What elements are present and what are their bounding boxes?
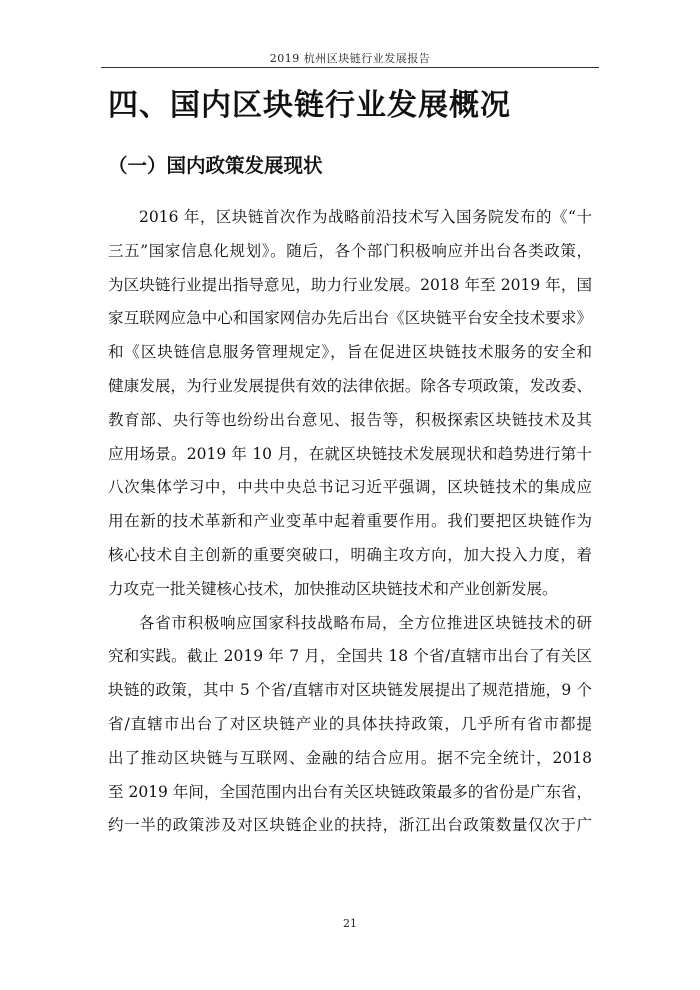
text-line: 教育部、央行等也纷纷出台意见、报告等，积极探索区块链技术及其 xyxy=(108,410,592,429)
page-number: 21 xyxy=(343,917,357,930)
text-line: 和《区块链信息服务管理规定》，旨在促进区块链技术服务的安全和 xyxy=(108,343,592,362)
text-line: 约一半的政策涉及对区块链企业的扶持，浙江出台政策数量仅次于广 xyxy=(108,816,592,835)
text-line: 核心技术自主创新的重要突破口，明确主攻方向，加大投入力度，着 xyxy=(108,545,592,564)
chapter-title: 四、国内区块链行业发展概况 xyxy=(108,88,511,123)
text-line: 省/直辖市出台了对区块链产业的具体扶持政策，几乎所有省市都提 xyxy=(108,714,592,733)
text-line: 为区块链行业提出指导意见，助力行业发展。2018 年至 2019 年，国 xyxy=(108,275,592,294)
text-line: 出了推动区块链与互联网、金融的结合应用。据不完全统计，2018 xyxy=(108,748,592,767)
text-line: 究和实践。截止 2019 年 7 月，全国共 18 个省/直辖市出台了有关区 xyxy=(108,647,592,666)
text-line: 2016 年，区块链首次作为战略前沿技术写入国务院发布的《“十 xyxy=(139,208,592,226)
text-line: 八次集体学习中，中共中央总书记习近平强调，区块链技术的集成应 xyxy=(108,478,592,497)
paragraph xyxy=(108,201,592,607)
text-line: 三五”国家信息化规划》。随后，各个部门积极响应并出台各类政策， xyxy=(108,241,592,260)
text-line: 块链的政策，其中 5 个省/直辖市对区块链发展提出了规范措施，9 个 xyxy=(108,681,592,700)
text-line: 家互联网应急中心和国家网信办先后出台《区块链平台安全技术要求》 xyxy=(108,309,592,328)
section-title: （一）国内政策发展现状 xyxy=(108,154,323,177)
text-line: 健康发展，为行业发展提供有效的法律依据。除各专项政策，发改委、 xyxy=(108,376,592,395)
text-line: 至 2019 年间，全国范围内出台有关区块链政策最多的省份是广东省， xyxy=(108,782,592,801)
text-line: 力攻克一批关键核心技术，加快推动区块链技术和产业创新发展。 xyxy=(108,579,558,598)
text-line: 应用场景。2019 年 10 月，在就区块链技术发展现状和趋势进行第十 xyxy=(108,444,592,463)
header-divider xyxy=(101,67,599,68)
body-text xyxy=(108,201,592,843)
paragraph xyxy=(108,607,592,844)
text-line: 各省市积极响应国家科技战略布局，全方位推进区块链技术的研 xyxy=(139,613,592,632)
text-line: 用在新的技术革新和产业变革中起着重要作用。我们要把区块链作为 xyxy=(108,512,592,531)
running-header: 2019 杭州区块链行业发展报告 xyxy=(269,52,431,65)
